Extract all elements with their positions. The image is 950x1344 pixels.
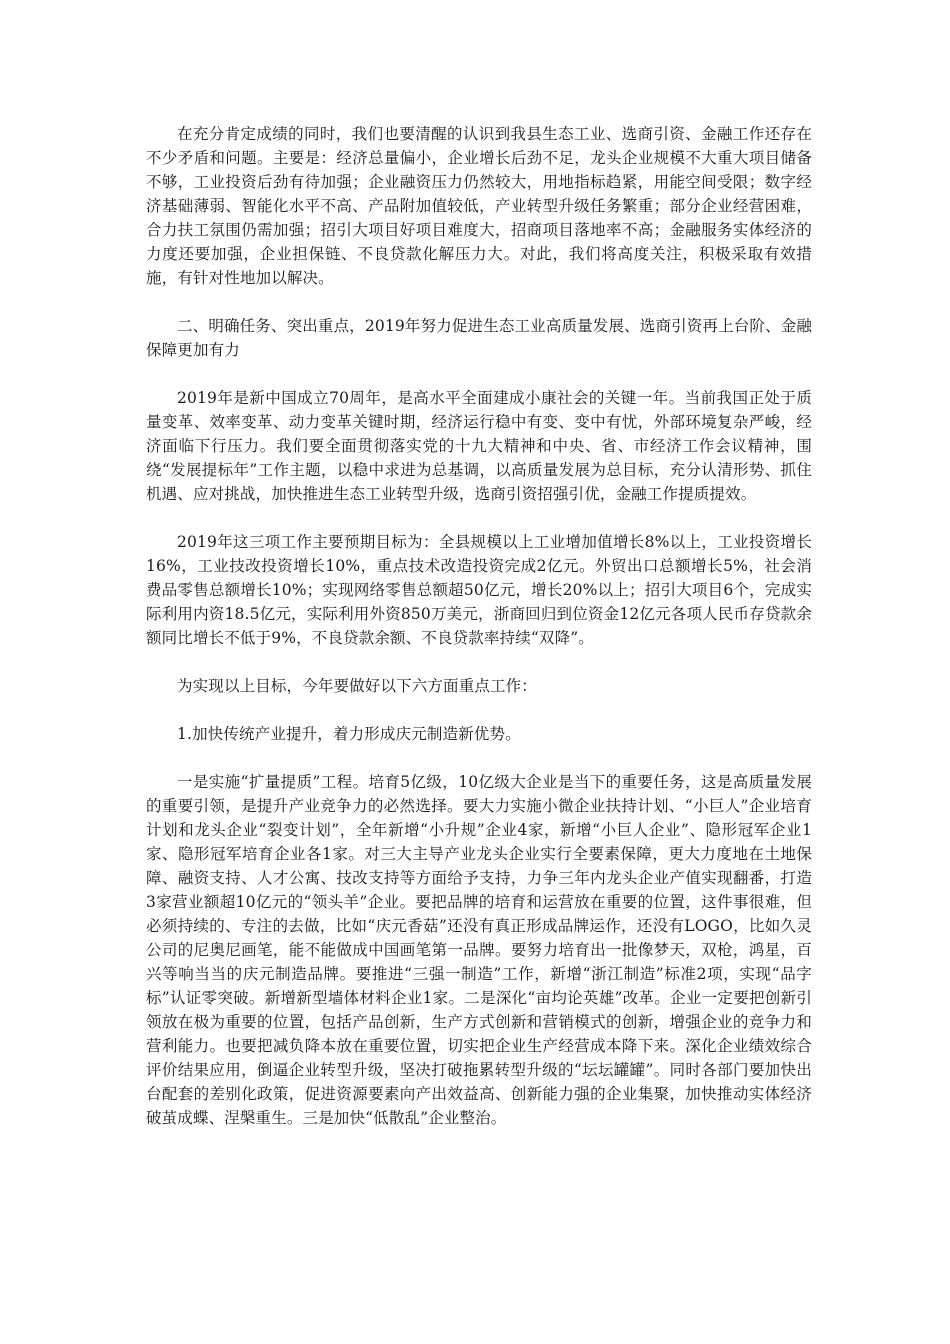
subheading-task-one: 1.加快传统产业提升，着力形成庆元制造新优势。 — [177, 725, 521, 743]
paragraph-problems: 在充分肯定成绩的同时，我们也要清醒的认识到我县生态工业、选商引资、金融工作还存在不少矛盾和问题。主要是：经济总量偏小，企业增长后劲不足，龙头企业规模不大重大项目储备不够，工业投资后劲有待加强；企业融资压力仍然较大，用地指标趋紧，用能空间受限；数字经济基础薄弱、智能化水平不高、产品附加值较低，产业转型升级任务繁重；部分企业经营困难，合力扶工氛围仍需加强；招引大项目好项目难度大，招商项目落地率不高；金融服务实体经济的力度还要加强，企业担保链、不良贷款化解压力大。对此，我们将高度关注，积极采取有效措施，有针对性地加以解决。 — [146, 125, 812, 287]
paragraph-task-one-detail: 一是实施“扩量提质”工程。培育5亿级，10亿级大企业是当下的重要任务，这是高质量发展的重要引领，是提升产业竞争力的必然选择。要大力实施小微企业扶持计划、“小巨人”企业培育计划和龙头企业“裂变计划”，全年新增“小升规”企业4家，新增“小巨人企业”、隐形冠军企业1家、隐形冠军培育企业各1家。对三大主导产业龙头企业实行全要素保障，更大力度地在土地保障、融资支持、人才公寓、技改支持等方面给予支持，力争三年内龙头企业产值实现翻番，打造3家营业额超10亿元的“领头羊”企业。要把品牌的培育和运营放在重要的位置，这件事很难，但必须持续的、专注的去做，比如“庆元香菇”还没有真正形成品牌运作，还没有LOGO，比如久灵公司的尼奥尼画笔，能不能做成中国画笔第一品牌。要努力培育出一批像梦天，双枪，鸿星，百兴等响当当的庆元制造品牌。要推进“三强一制造”工作，新增“浙江制造”标准2项，实现“品字标”认证零突破。新增新型墙体材料企业1家。二是深化“亩均论英雄”改革。企业一定要把创新引领放在极为重要的位置，包括产品创新，生产方式创新和营销模式的创新，增强企业的竞争力和营利能力。也要把减负降本放在重要位置，切实把企业生产经营成本降下来。深化企业绩效综合评价结果应用，倒逼企业转型升级，坚决打破拖累转型升级的“坛坛罐罐”。同时各部门要加快出台配套的差别化政策，促进资源要素向产出效益高、创新能力强的企业集聚，加快推动实体经济破茧成蝶、涅槃重生。三是加快“低散乱”企业整治。 — [146, 773, 812, 1127]
paragraph-six-tasks-intro: 为实现以上目标，今年要做好以下六方面重点工作： — [177, 677, 537, 695]
paragraph-2019-targets: 2019年这三项工作主要预期目标为：全县规模以上工业增加值增长8%以上，工业投资增长16%，工业技改投资增长10%，重点技术改造投资完成2亿元。外贸出口总额增长5%，社会消费品零售总额增长10%；实现网络零售总额超50亿元，增长20%以上；招引大项目6个，完成实际利用内资18.5亿元，实际利用外资850万美元，浙商回归到位资金12亿元各项人民币存贷款余额同比增长不低于9%，不良贷款余额、不良贷款率持续“双降”。 — [146, 533, 812, 647]
paragraph-2019-overview: 2019年是新中国成立70周年，是高水平全面建成小康社会的关键一年。当前我国正处于质量变革、效率变革、动力变革关键时期，经济运行稳中有变、变中有忧，外部环境复杂严峻，经济面临下行压力。我们要全面贯彻落实党的十九大精神和中央、省、市经济工作会议精神，围绕“发展提标年”工作主题，以稳中求进为总基调，以高质量发展为总目标，充分认清形势、抓住机遇、应对挑战，加快推进生态工业转型升级，选商引资招强引优，金融工作提质提效。 — [146, 389, 812, 503]
section-heading-two: 二、明确任务、突出重点，2019年努力促进生态工业高质量发展、选商引资再上台阶、金融保障更加有力 — [146, 317, 812, 359]
document-page — [146, 122, 812, 1154]
